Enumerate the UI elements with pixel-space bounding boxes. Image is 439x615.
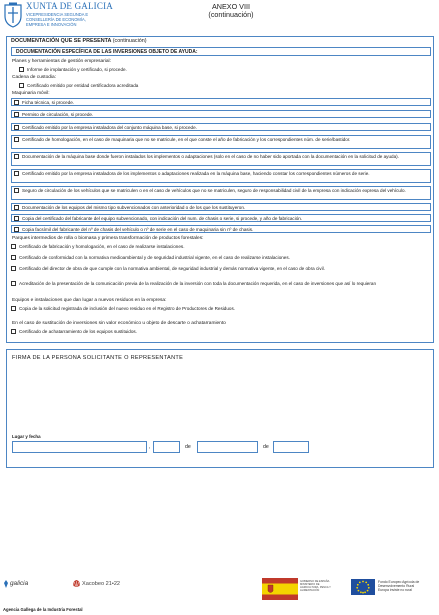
list-item <box>11 110 431 118</box>
place-input[interactable] <box>12 441 147 453</box>
checkbox[interactable] <box>14 125 19 130</box>
item-label: Documentación de los equipos del mismo tipo subvencionados con anterioridad o de los que los sustituyeron. <box>22 205 246 210</box>
list-item <box>11 328 431 336</box>
checkbox[interactable] <box>14 100 19 105</box>
brand-name: XUNTA DE GALICIA <box>26 1 113 11</box>
annex-heading <box>196 3 266 19</box>
checkbox[interactable] <box>14 188 19 193</box>
year-input[interactable] <box>273 441 309 453</box>
checkbox[interactable] <box>14 154 19 159</box>
list-item <box>11 254 431 262</box>
gobierno-line: GOBIERNO DE ESPAÑA <box>300 580 330 583</box>
list-item <box>11 135 431 149</box>
documentation-box <box>6 36 434 343</box>
item-label: Seguro de circulación de los vehículos que se matriculen o en el caso de vehículos que no se matriculen, seguro de responsabilidad civil de la empresa con indicación expresa del vehículo. <box>22 188 406 193</box>
separator-de: de <box>185 444 191 450</box>
separator-comma: , <box>149 444 151 450</box>
item-label: Informe de implantación y certificado, si procede. <box>27 67 127 72</box>
item-label: Ficha técnica, si procede. <box>22 100 75 105</box>
checkbox[interactable] <box>11 255 16 260</box>
list-item <box>19 66 431 74</box>
feader-line: Fondo Europeo Agrícola de <box>378 580 420 584</box>
gobierno-espana-shield-icon <box>262 578 298 600</box>
item-label: Certificado de conformidad con la normativa medioambiental y de seguridad industrial vigente, en el caso de realizarse instalaciones. <box>19 255 290 260</box>
item-label: Certificado emitido por entidad certificadora acreditada <box>27 83 139 88</box>
group-title: Parques intermedios de rolla o biomasa y primera transformación de productos forestales: <box>12 236 204 241</box>
checkbox[interactable] <box>14 171 19 176</box>
checkbox[interactable] <box>19 67 24 72</box>
section-title <box>11 38 147 44</box>
checkbox[interactable] <box>14 227 19 232</box>
list-item <box>11 214 431 222</box>
group-title: Equipos e instalaciones que dan lugar a nuevos residuos en la empresa: <box>12 298 167 303</box>
checkbox[interactable] <box>19 83 24 88</box>
section-title-suffix: (continuación) <box>112 38 147 44</box>
list-item <box>11 203 431 211</box>
checkbox[interactable] <box>11 329 16 334</box>
xacobeo-logo-text: Xacobeo 21•22 <box>82 581 121 587</box>
list-item <box>11 305 431 313</box>
item-label: Certificado del director de obra de que cumple con la normativa ambiental, de seguridad industrial y demás normativa vigente, en el caso de obra civil. <box>19 266 325 271</box>
list-item <box>11 225 431 233</box>
list-item <box>11 280 431 292</box>
item-label: Certificado de fabricación y homologación, en el caso de realizarse instalaciones. <box>19 244 185 249</box>
list-item <box>19 82 431 90</box>
checkbox[interactable] <box>14 216 19 221</box>
checkbox[interactable] <box>14 112 19 117</box>
checkbox[interactable] <box>14 137 19 142</box>
signature-title: FIRMA DE LA PERSONA SOLICITANTE O REPRESENTANTE <box>12 355 184 361</box>
month-input[interactable] <box>197 441 258 453</box>
gobierno-line: MINISTERIO DE AGRICULTURA, PESCA Y ALIMENTACIÓN <box>300 583 331 593</box>
section-title-text: DOCUMENTACIÓN QUE SE PRESENTA <box>11 38 112 44</box>
checkbox[interactable] <box>11 306 16 311</box>
gobierno-text <box>300 580 336 592</box>
day-input[interactable] <box>153 441 180 453</box>
list-item <box>11 123 431 131</box>
group-title: En el caso de sustitución de inversiones sin valor económico u objeto de descarte o achatarramiento <box>12 321 226 326</box>
galicia-mark-icon <box>3 580 9 588</box>
item-label: Certificado de achatarramiento de los equipos sustituidos. <box>19 329 137 334</box>
annex-title: ANEXO VIII <box>212 2 250 11</box>
group-title: Maquinaria móvil: <box>12 91 50 96</box>
brand-line: CONSELLERÍA DE ECONOMÍA, <box>26 17 86 22</box>
brand-line: EMPRESA E INNOVACIÓN <box>26 22 77 27</box>
group-title: Planes y herramientas de gestión empresarial: <box>12 59 111 64</box>
checkbox[interactable] <box>11 281 16 286</box>
group-title: Cadena de custodia: <box>12 75 57 80</box>
checkbox[interactable] <box>14 205 19 210</box>
list-item <box>11 186 431 200</box>
document-header <box>0 0 439 34</box>
list-item <box>11 169 431 183</box>
signature-box <box>6 349 434 468</box>
xacobeo-shell-icon <box>72 579 81 588</box>
checkbox[interactable] <box>11 244 16 249</box>
separator-de: de <box>263 444 269 450</box>
item-label: Certificado de homologación, en el caso de maquinaria que no se matricule, en el que conste el año de fabricación y los correspondientes núm. de serie/bastidor. <box>22 137 351 142</box>
list-item <box>11 265 431 277</box>
item-label: Copia facsímil del fabricante del nº de chasis del vehículo o nº de serie en el caso de maquinaria sin nº de chasis. <box>22 227 254 232</box>
item-label: Acreditación de la presentación de la comunicación previa de la realización de la inversión con toda la documentación requerida, en el caso de inversiones que así lo requieran <box>19 281 377 286</box>
item-label: Copia del certificado del fabricante del equipo subvencionado, con indicación del num. de chasis o serie, si procede, y año de fabricación. <box>22 216 303 221</box>
specific-docs-header: DOCUMENTACIÓN ESPECÍFICA DE LAS INVERSIONES OBJETO DE AYUDA: <box>11 47 431 56</box>
feader-text <box>378 580 438 592</box>
eu-flag-icon <box>351 579 375 595</box>
item-label: Copia de la solicitud registrada de inclusión del nuevo residuo en el Registro de Productores de Residuos. <box>19 306 236 311</box>
list-item <box>11 152 431 166</box>
checkbox[interactable] <box>11 266 16 271</box>
item-label: Documentación de la máquina base donde fueron instalados los implementos o adaptaciones (solo en el caso de no haber sido aportada con la documentación en la solicitud de ayuda). <box>22 154 399 159</box>
brand-line: VICEPRESIDENCIA SEGUNDA E <box>26 12 89 17</box>
agency-name: Agencia Gallega de la Industria Forestal <box>3 607 83 612</box>
list-item <box>11 243 431 251</box>
item-label: Permiso de circulación, si procede. <box>22 112 94 117</box>
list-item <box>11 98 431 106</box>
brand-block <box>26 2 113 27</box>
galicia-logo-text: galicia <box>10 580 29 587</box>
xunta-shield-icon <box>3 2 23 28</box>
feader-line: Desenvolvemento Rural <box>378 584 415 589</box>
item-label: Certificado emitido por la empresa instaladora de los implementos o adaptaciones realizada en la máquina base, haciendo constar los correspondientes números de serie. <box>22 171 370 176</box>
footer <box>0 574 439 615</box>
place-date-label: Lugar y fecha <box>12 434 41 439</box>
feader-line: Europa inviste no rural <box>378 588 412 593</box>
item-label: Certificado emitido por la empresa instaladora del conjunto máquina base, si procede. <box>22 125 197 130</box>
annex-subtitle: (continuación) <box>208 10 254 19</box>
